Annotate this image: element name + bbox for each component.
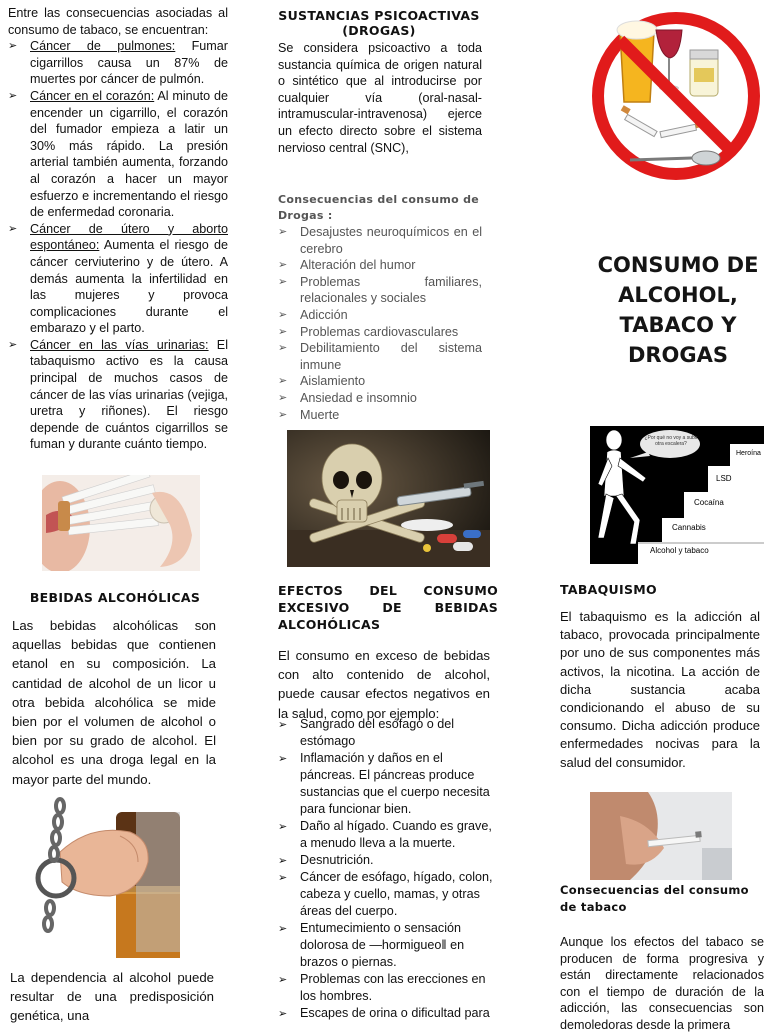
stair-label-cocaine: Cocaína <box>694 498 724 507</box>
stair-label-alcohol-tobacco: Alcohol y tabaco <box>650 546 709 555</box>
list-item: ➢ Cáncer de pulmones: Fumar cigarrillos causa un 87% de muertes por cáncer de pulmón. <box>8 38 228 88</box>
list-item: ➢ Desajustes neuroquímicos en el cerebro <box>278 224 482 257</box>
list-item: ➢ Sangrado del esófago o del estómago <box>278 716 498 750</box>
drugs-title: SUSTANCIAS PSICOACTIVAS (DROGAS) <box>278 8 480 38</box>
alcoholic-drinks-text: Las bebidas alcohólicas son aquellas bebidas que contienen etanol en su composición. La cantidad de alcohol de un licor u otra bebida alcohólica se mide bien por el volumen de alcohol o bien por su grado de alcohol. El alcohol es una droga legal en la mayor parte del mundo. <box>12 618 216 787</box>
stair-label-lsd: LSD <box>716 474 732 483</box>
tobacco-intro: Entre las consecuencias asociadas al consumo de tabaco, se encuentran: <box>8 6 228 37</box>
list-item: ➢ Aislamiento <box>278 373 482 390</box>
effects-intro: El consumo en exceso de bebidas con alto contenido de alcohol, puede causar efectos negativos en la salud, como por ejemplo: <box>278 648 490 721</box>
man-smoking-photo <box>590 792 732 880</box>
list-item: ➢ Debilitamiento del sistema inmune <box>278 340 482 373</box>
list-item: ➢ Alteración del humor <box>278 257 482 274</box>
list-item: ➢ Ansiedad e insomnio <box>278 390 482 407</box>
list-item: ➢ Muerte <box>278 407 482 424</box>
list-item: ➢ Desnutrición. <box>278 852 498 869</box>
list-item: ➢ Problemas cardiovasculares <box>278 324 482 341</box>
skull-drugs-photo <box>287 430 490 567</box>
stair-label-heroin: Heroína <box>736 450 761 457</box>
alcohol-dependence-text: La dependencia al alcohol puede resultar de una predisposición genética, una <box>10 970 214 1024</box>
cover-title: CONSUMO DE ALCOHOL, TABACO Y DROGAS <box>597 253 759 367</box>
list-item: ➢ Cáncer de esófago, hígado, colon, cabeza y cuello, mamas, y otras áreas del cuerpo. <box>278 869 498 920</box>
tobacco-consequences-section <box>8 5 228 453</box>
list-item: ➢ Escapes de orina o dificultad para <box>278 1005 498 1022</box>
list-item: ➢ Daño al hígado. Cuando es grave, a menudo lleva a la muerte. <box>278 818 498 852</box>
list-item: ➢ Problemas familiares, relacionales y sociales <box>278 274 482 307</box>
stair-label-cannabis: Cannabis <box>672 523 706 532</box>
drugs-consequences-title: Consecuencias del consumo de Drogas : <box>278 193 480 222</box>
tobacco-consequences-text: Aunque los efectos del tabaco se producen de forma progresiva y están directamente relacionados con el tiempo de duración de la adicción, las consecuencias son demoledoras desde la primera <box>560 935 764 1032</box>
alcohol-handcuff-photo <box>20 792 196 958</box>
speech-bubble-text: ¿Por qué no voy a subir otra escalera? <box>644 435 698 447</box>
smoking-title: TABAQUISMO <box>560 582 657 597</box>
alcoholic-drinks-title: BEBIDAS ALCOHÓLICAS <box>29 590 201 605</box>
tobacco-consequences-title: Consecuencias del consumo de tabaco <box>560 883 749 914</box>
list-item: ➢ Inflamación y daños en el páncreas. El páncreas produce sustancias que el cuerpo necesita para funcionar bien. <box>278 750 498 818</box>
smoker-cigarettes-photo <box>42 475 200 571</box>
list-item: ➢ Entumecimiento o sensación dolorosa de ―hormigueo‖ en brazos o piernas. <box>278 920 498 971</box>
list-item: ➢ Cáncer en el corazón: Al minuto de encender un cigarrillo, el corazón del fumador empieza a latir un 30% más rápido. La presión arterial también aumenta, forzando al corazón a hacer un mayor esfuerzo e incrementando el riesgo de enfermedad coronaria. <box>8 88 228 221</box>
list-item: ➢ Problemas con las erecciones en los hombres. <box>278 971 498 1005</box>
drugs-definition: Se considera psicoactivo a toda sustancia química de origen natural o sintético que al introducirse por cualquier vía (oral-nasal-intramuscular-intravenosa) ejerce un efecto directo sobre el sistema nervioso central (SNC), <box>278 41 482 155</box>
list-item: ➢ Cáncer en las vías urinarias: El tabaquismo activo es la causa principal de muchos casos de cáncer de las vías urinarias (vejiga, uretra y riñones). El riesgo depende de cuántos cigarrillos se fuman y durante cuánto tiempo. <box>8 337 228 453</box>
drugs-consequences-list <box>278 224 482 423</box>
effects-list <box>278 716 498 1022</box>
list-item: ➢ Cáncer de útero y aborto espontáneo: Aumenta el riesgo de cáncer cerviuterino y de útero. A demás aumenta la infertilidad en las mujeres y provoca complicaciones durante el embarazo y el parto. <box>8 221 228 337</box>
prohibition-sign <box>590 10 762 182</box>
list-item: ➢ Adicción <box>278 307 482 324</box>
smoking-text: El tabaquismo es la adicción al tabaco, provocada principalmente por uno de sus componentes más activos, la nicotina. La acción de dicha sustancia acaba condicionando el abuso de su consumo. Dicha adicción produce enfermedades nocivas para la salud del consumidor. <box>560 609 760 770</box>
effects-title: EFECTOS DEL CONSUMO EXCESIVO DE BEBIDAS ALCOHÓLICAS <box>278 583 498 632</box>
tobacco-consequences-list <box>8 38 228 453</box>
drug-stairs-illustration <box>590 426 764 564</box>
